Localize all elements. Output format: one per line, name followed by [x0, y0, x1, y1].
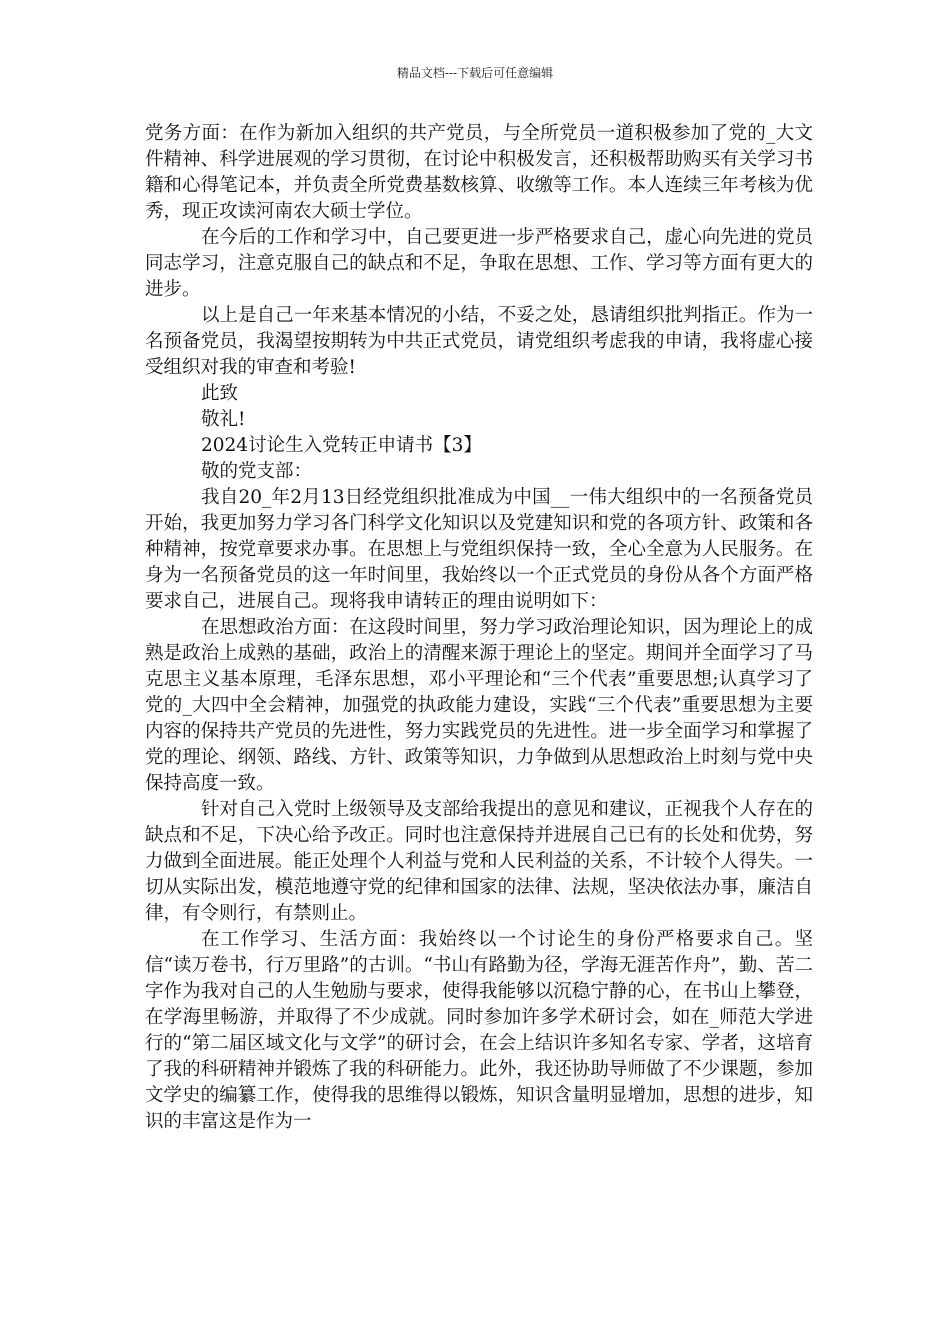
closing-salutation: 此致	[201, 383, 239, 404]
paragraph-political-thought: 在思想政治方面：在这段时间里，努力学习政治理论知识，因为理论上的成熟是政治上成熟的基础，政治上的清醒来源于理论上的坚定。期间并全面学习了马克思主义基本原理，毛泽东思想，邓小平理论和“三个代表”重要思想;认真学习了党的_大四中全会精神，加强党的执政能力建设，实践“三个代表”重要思想为主要内容的保持共产党员的先进性，努力实践党员的先进性。进一步全面学习和掌握了党的理论、纲领、路线、方针、政策等知识，力争做到从思想政治上时刻与党中央保持高度一致。	[145, 617, 813, 794]
paragraph-introduction: 我自20_年2月13日经党组织批准成为中国__一伟大组织中的一名预备党员开始，我更加努力学习各门科学文化知识以及党建知识和党的各项方针、政策和各种精神，按党章要求办事。在思想上与党组织保持一致，全心全意为人民服务。在身为一名预备党员的这一年时间里，我始终以一个正式党员的身份从各个方面严格要求自己，进展自己。现将我申请转正的理由说明如下：	[145, 487, 813, 612]
page-header: 精品文档---下载后可任意编辑	[396, 66, 554, 80]
paragraph-study-life: 在工作学习、生活方面：我始终以一个讨论生的身份严格要求自己。坚信“读万卷书，行万里路”的古训。“书山有路勤为径，学海无涯苦作舟”，勤、苦二字作为我对自己的人生勉励与要求，使得我能够以沉稳宁静的心，在书山上攀登，在学海里畅游，并取得了不少成就。同时参加许多学术研讨会，如在_师范大学进行的“第二届区域文化与文学”的研讨会，在会上结识许多知名专家、学者，这培育了我的科研精神并锻炼了我的科研能力。此外，我还协助导师做了不少课题，参加文学史的编纂工作，使得我的思维得以锻炼，知识含量明显增加，思想的进步，知识的丰富这是作为一	[145, 929, 813, 1132]
paragraph-summary: 以上是自己一年来基本情况的小结，不妥之处，恳请组织批判指正。作为一名预备党员，我渴望按期转为中共正式党员，请党组织考虑我的申请，我将虚心接受组织对我的审查和考验!	[145, 305, 813, 378]
closing-regards: 敬礼!	[201, 409, 246, 430]
paragraph-future-work: 在今后的工作和学习中，自己要更进一步严格要求自己，虚心向先进的党员同志学习，注意克服自己的缺点和不足，争取在思想、工作、学习等方面有更大的进步。	[145, 227, 813, 300]
paragraph-party-affairs: 党务方面：在作为新加入组织的共产党员，与全所党员一道积极参加了党的_大文件精神、科学进展观的学习贯彻，在讨论中积极发言，还积极帮助购买有关学习书籍和心得笔记本，并负责全所党费基数核算、收缴等工作。本人连续三年考核为优秀，现正攻读河南农大硕士学位。	[145, 123, 813, 222]
document-body	[145, 121, 813, 1135]
section-title: 2024讨论生入党转正申请书【3】	[201, 435, 482, 456]
paragraph-self-improvement: 针对自己入党时上级领导及支部给我提出的意见和建议，正视我个人存在的缺点和不足，下决心给予改正。同时也注意保持并进展自己已有的长处和优势，努力做到全面进展。能正处理个人利益与党和人民利益的关系，不计较个人得失。一切从实际出发，模范地遵守党的纪律和国家的法律、法规，坚决依法办事，廉洁自律，有令则行，有禁则止。	[145, 799, 813, 924]
letter-greeting: 敬的党支部：	[201, 461, 313, 482]
